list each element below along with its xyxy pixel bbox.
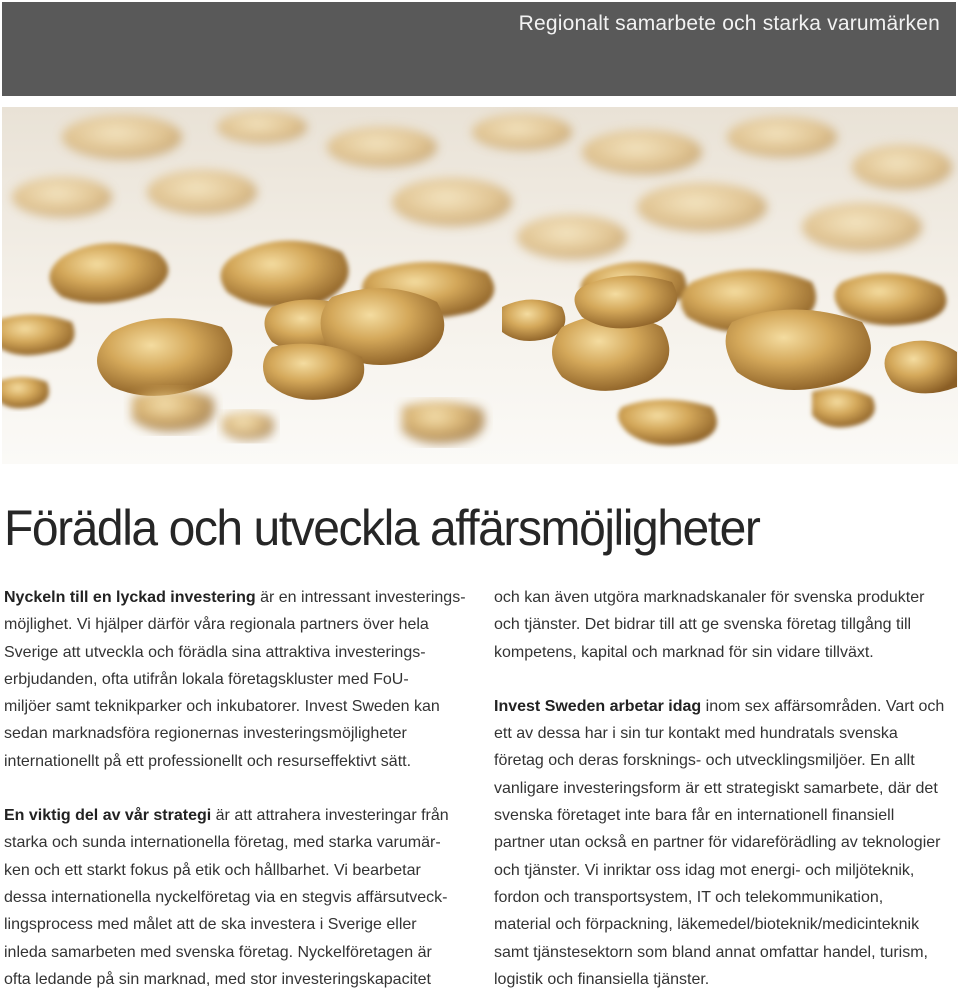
left-column <box>4 584 466 993</box>
text-line: lingsprocess med målet att de ska investera i Sverige eller <box>4 916 417 934</box>
text-line: är en intressant investerings- <box>255 589 466 606</box>
text-line: företag och deras forsknings- och utvecklingsmiljöer. En allt <box>494 752 915 770</box>
paragraph-gap <box>4 775 466 802</box>
text-line: inleda samarbeten med svenska företag. Nyckelföretagen är <box>4 943 432 961</box>
text-line: möjlighet. Vi hjälper därför våra regionala partners över hela <box>4 616 429 634</box>
text-line: ett av dessa har i sin tur kontakt med hundratals svenska <box>494 725 898 743</box>
lead-text: Nyckeln till en lyckad investering <box>4 589 256 606</box>
text-line: och kan även utgöra marknadskanaler för svenska produkter <box>494 589 925 606</box>
text-line: partner utan också en partner för vidareförädling av teknologier <box>494 834 941 852</box>
text-line: fordon och transportsystem, IT och telekommunikation, <box>494 888 884 906</box>
text-line: kompetens, kapital och marknad för sin vidare tillväxt. <box>494 643 874 661</box>
text-line: sedan marknadsföra regionernas investeringsmöjligheter <box>4 725 407 743</box>
text-line: är att attrahera investeringar från <box>211 807 449 825</box>
text-line: material och förpackning, läkemedel/bioteknik/medicinteknik <box>494 916 920 934</box>
paragraph-2 <box>4 802 466 993</box>
lead-text: Invest Sweden arbetar idag <box>494 697 702 715</box>
text-line: ofta ledande på sin marknad, med stor investeringskapacitet <box>4 970 431 988</box>
text-line: miljöer samt teknikparker och inkubatorer. Invest Sweden kan <box>4 698 440 716</box>
text-line: och tjänster. Det bidrar till att ge svenska företag tillgång till <box>494 616 912 634</box>
paragraph-1 <box>4 584 466 775</box>
gold-nuggets-illustration <box>2 107 958 464</box>
paragraph-4 <box>494 693 960 993</box>
text-line: och tjänster. Vi inriktar oss idag mot energi- och miljöteknik, <box>494 861 915 879</box>
paragraph-3 <box>494 584 960 666</box>
text-line: svenska företaget inte bara får en internationell finansiell <box>494 807 895 825</box>
right-column <box>494 584 960 993</box>
text-line: erbjudanden, ofta utifrån lokala företagskluster med FoU- <box>4 670 409 688</box>
text-line: internationellt på ett professionellt och resurseffektivt sätt. <box>4 752 412 770</box>
paragraph-gap <box>494 666 960 693</box>
text-line: dessa internationella nyckelföretag via en stegvis affärsutveck- <box>4 888 448 906</box>
text-line: inom sex affärsområden. Vart och <box>701 697 945 715</box>
lead-text: En viktig del av vår strategi <box>4 807 212 825</box>
text-line: samt tjänstesektorn som bland annat omfattar handel, turism, <box>494 943 928 961</box>
header-title: Regionalt samarbete och starka varumärken <box>518 12 940 35</box>
text-line: starka och sunda internationella företag, med starka varumär- <box>4 834 441 852</box>
text-line: Sverige att utveckla och förädla sina attraktiva investerings- <box>4 643 426 661</box>
article-title: Förädla och utveckla affärsmöjligheter <box>4 500 760 556</box>
gold-nuggets-photo <box>2 107 958 464</box>
text-line: ken och ett starkt fokus på etik och hållbarhet. Vi bearbetar <box>4 861 421 879</box>
text-line: logistik och finansiella tjänster. <box>494 970 710 988</box>
header-band <box>2 2 956 96</box>
text-line: vanligare investeringsform är ett strategiskt samarbete, där det <box>494 779 938 797</box>
